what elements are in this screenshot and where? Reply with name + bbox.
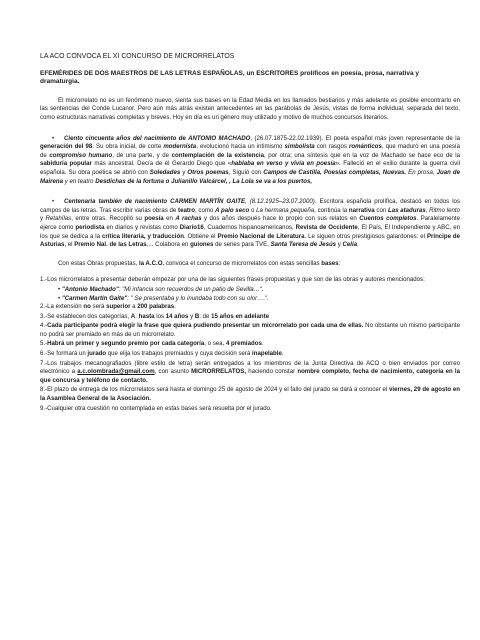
machado-text: , que maduró en una poesía de <box>40 143 460 159</box>
document-title: LA ACO CONVOCA EL XI CONCURSO DE MICRORRELATOS <box>40 53 235 60</box>
gaite-heading: Centenaria también de nacimiento CARMEN MARTÍN GAITE <box>64 198 246 206</box>
rule-emph: inapelable <box>252 350 282 358</box>
rule-emph: 200 palabras <box>137 303 175 311</box>
gaite-term: teatro <box>178 206 195 214</box>
machado-text: y <box>180 168 188 176</box>
document-subtitle: EFEMÉRIDES DE DOS MAESTROS DE LAS LETRAS ESPAÑOLAS, un ESCRITORES prolíficos en poesía, prosa, narrativa y dramaturgia. <box>40 70 419 86</box>
bases-word: bases <box>321 259 339 267</box>
machado-term: sabiduría popular <box>40 160 92 168</box>
gaite-text: ,... Colabora en <box>146 241 191 249</box>
machado-text: más ancestral. Decía de él Gerardo Diego que « <box>91 160 232 168</box>
rule-text: será <box>90 303 107 311</box>
email-link[interactable]: a.c.olombrada@gmail.com <box>77 368 155 376</box>
machado-text: En prosa, <box>406 168 437 176</box>
bases-text: Con estas Obras propuestas, <box>58 259 139 267</box>
bases-intro <box>40 260 460 269</box>
rule-emph: A <box>130 312 136 320</box>
machado-text: , evolucionó hacia un intimismo <box>196 143 285 151</box>
gaite-text: , El País, El Independiente y ABC, en los que se dedica a la <box>40 223 461 240</box>
rule-2 <box>40 303 460 312</box>
machado-term: compromiso humano <box>49 151 113 159</box>
rule-emph: hasta <box>138 312 155 320</box>
rule-text: a <box>130 303 138 311</box>
gaite-text: . <box>357 241 359 249</box>
machado-term: simbolista <box>284 143 315 151</box>
gaite-term: Diario16 <box>179 223 204 231</box>
rule-emph: no <box>83 303 91 311</box>
gaite-text: Escritora española prolífica, destacó en todos los campos de las letras. Tras escribir varias obras de <box>40 198 460 214</box>
rule-text: 5.- <box>40 340 48 348</box>
rule-text: y <box>188 312 195 320</box>
rule-emph: viernes, 29 de agosto en la Asamblea General de la Asociación. <box>40 386 460 403</box>
gaite-work: Celia <box>342 241 358 249</box>
gaite-term: poesía <box>144 215 164 223</box>
gaite-term: narrativa <box>348 206 375 214</box>
gaite-work: La hermana pequeña <box>256 206 315 214</box>
gaite-text: y dos años después hace lo propio con sus relatos en <box>201 215 360 223</box>
gaite-text: , Cuadernos hispanoamericanos, <box>203 223 296 231</box>
rule-text: 2.-La extensión <box>40 303 84 311</box>
gaite-text: , el <box>64 241 75 249</box>
gaite-work: Santa Teresa de Jesús <box>270 241 337 249</box>
machado-text: , Siguió con <box>228 168 264 176</box>
rule-text: . <box>281 350 284 358</box>
gaite-work: Ritmo lento <box>429 206 460 214</box>
rule-1b <box>40 295 460 304</box>
rule-3 <box>40 313 460 322</box>
machado-term: contemplación de la existencia <box>171 151 264 159</box>
rule-phrase: : " Se presentaba y lo inundaba todo con su olor….". <box>127 294 269 302</box>
gaite-text: de series para TVE, <box>213 241 271 249</box>
machado-work: Campos de Castilla, Poesías completas, Nuevas. <box>263 168 407 176</box>
rule-emph: MICRORRELATOS, <box>191 368 247 376</box>
gaite-text: . Obtiene el <box>183 232 218 240</box>
rule-text: 4.- <box>40 322 48 330</box>
gaite-work: A palo seco <box>215 206 250 214</box>
gaite-work: Las ataduras <box>388 206 426 214</box>
rule-text: los <box>154 312 166 320</box>
gaite-text: . Paralelamente ejerce como <box>40 215 460 231</box>
rule-4 <box>40 322 460 339</box>
rule-8 <box>40 386 460 403</box>
gaite-term: Premio Nacional de Literatura <box>217 232 305 240</box>
rule-emph: jurado <box>87 350 107 358</box>
bases-text: : <box>338 259 341 267</box>
gaite-term: Príncipe de Asturias <box>40 232 461 249</box>
rule-5 <box>40 340 460 349</box>
machado-text: con rasgos <box>314 143 349 151</box>
rule-text: : de <box>199 312 212 320</box>
gaite-work: A rachas <box>175 215 202 223</box>
gaite-dates: , (8.12.1925–23.07.2000). <box>245 198 317 206</box>
rule-text: que elija los trabajos premiados y cuya decisión será <box>106 350 253 358</box>
bases-text: convoca el concurso de microrrelatos con estas sencillas <box>164 259 322 267</box>
rule-text: : <box>135 312 139 320</box>
gaite-text: y <box>40 215 46 223</box>
gaite-paragraph <box>40 198 460 250</box>
rules-list <box>40 276 460 413</box>
machado-text: y en teatro <box>63 177 96 185</box>
machado-text: , por otra; una síntesis que en la voz de Machado se hace eco de la <box>263 151 460 159</box>
rule-author: "Carmen Martín Gaite" <box>61 294 128 302</box>
rule-emph: nombre completo, fecha de nacimiento, categoría en la que concursa y teléfono de contacto. <box>40 368 460 384</box>
gaite-text: , continúa la <box>314 206 349 214</box>
rule-text: No obstante un mismo participante no podrá ser premiado en más de un microrrelato. <box>40 322 461 338</box>
gaite-term: Revista de Occidente <box>295 223 358 231</box>
gaite-text: en diarios y revistas como <box>104 223 180 231</box>
rule-emph: 4 premiados <box>225 340 262 348</box>
gaite-text: o <box>249 206 257 214</box>
rule-author: "Antonio Machado" <box>61 285 119 293</box>
bullet-icon: • <box>52 134 55 142</box>
gaite-text: con <box>374 206 388 214</box>
bullet-icon: • <box>52 198 55 206</box>
machado-term: románticos <box>348 143 382 151</box>
rule-emph: Habrá un primer y segundo premio por cada categoría <box>47 340 205 348</box>
machado-text: . Su obra inicial, de corte <box>92 143 164 151</box>
rule-text: . <box>261 340 264 348</box>
rule-emph: B <box>194 312 200 320</box>
machado-heading: Ciento cincuenta años del nacimiento de ANTONIO MACHADO <box>64 134 251 142</box>
gaite-text: y <box>336 241 343 249</box>
intro-paragraph: El microrrelato no es un fenómeno nuevo, sienta sus bases en la Edad Media en los llamados bestiarios y más adelante es posible encontrarlo en las sentencias del Conde Lucanor. Pero aún más atrás existen antecedentes en las parábolas de Jesús, vistas de forma individual, separada del texto, como estructuras narrativas completas y breves. Hoy en día es un género muy utilizado y motivo de muchos concursos literarios. <box>40 96 460 121</box>
rule-text: 7.-Los trabajos mecanografiados (libre estilo de letra) serán entregados a los miembros de la Junta Directiva de ACO o bien enviados por correo electrónico a <box>40 359 460 376</box>
rule-emph: Cada participante podrá elegir la frase que quiera pudiendo presentar un microrrelato por cada una de ellas. <box>47 322 364 330</box>
rule-emph: superior <box>106 303 131 311</box>
bullet-icon: • <box>58 294 61 302</box>
rule-text: . <box>174 303 176 311</box>
machado-paragraph <box>40 135 460 187</box>
bullet-icon: • <box>58 285 61 293</box>
machado-work: Juan de Mairena <box>40 168 460 185</box>
bases-org: la A.C.O. <box>138 259 165 267</box>
rule-1: 1.-Los microrrelatos a presentar deberán empezar por una de las siguientes frases propuestas y que son de las obras y autores mencionados: <box>40 276 425 284</box>
machado-text: ». Falleció en el exilio durante la guerra civil española. Su obra poética se abrió con <box>40 160 460 176</box>
rule-text: haciendo constar <box>246 368 298 376</box>
machado-text: , de una parte, y de <box>112 151 172 159</box>
rule-6 <box>40 350 460 359</box>
machado-work: Desdichas de la fortuna o Julianillo Valcárcel, , La Lola se va a los puertos, <box>95 177 313 185</box>
gaite-text: , <box>425 206 430 214</box>
machado-quote: hablaba en verso y vivía en poesía <box>231 160 336 168</box>
machado-text: , (26.07.1875-22.02.1939). El poeta español más joven representante de la <box>250 134 460 142</box>
gaite-term: guiones <box>190 241 214 249</box>
rule-9: 9.-Cualquier otra cuestión no contemplada en estas bases será resuelta por el jurado. <box>40 404 272 412</box>
rule-emph: 15 años en adelante <box>211 312 270 320</box>
rule-text: , con asunto <box>154 368 192 376</box>
gaite-text: . Le siguen otros prestigiosos galardones: el <box>304 232 427 240</box>
gaite-work: Cuentos completos <box>359 215 417 223</box>
gaite-term: crítica literaria, y traducción <box>101 232 184 240</box>
gaite-text: en <box>163 215 176 223</box>
gaite-work: Retahílas <box>45 215 72 223</box>
gaite-text: , como <box>194 206 216 214</box>
rule-text: , o sea, <box>204 340 226 348</box>
rule-text: 3.-Se establecen dos categorías, <box>40 312 131 320</box>
rule-emph: 14 años <box>165 312 189 320</box>
gaite-term: periodista <box>75 223 105 231</box>
rule-phrase: : "Mi infancia son recuerdos de un patio de Sevilla…". <box>118 285 264 293</box>
machado-work: Soledades <box>149 168 181 176</box>
rule-1a <box>40 286 460 295</box>
rule-text: 6.-Se formará un <box>40 350 88 358</box>
machado-generation: generación del 98 <box>40 143 93 151</box>
rule-7 <box>40 360 460 386</box>
gaite-text: , entre otras. Recopiló su <box>71 215 145 223</box>
gaite-term: Premio Nal. de las Letras <box>74 241 147 249</box>
machado-work: Otros poemas <box>187 168 229 176</box>
machado-term: modernista <box>163 143 197 151</box>
rule-text: 8.-El plazo de entrega de los microrrelatos será hasta el domingo 25 de agosto de 2024 y el fallo del jurado se dará a conocer el <box>40 386 390 394</box>
